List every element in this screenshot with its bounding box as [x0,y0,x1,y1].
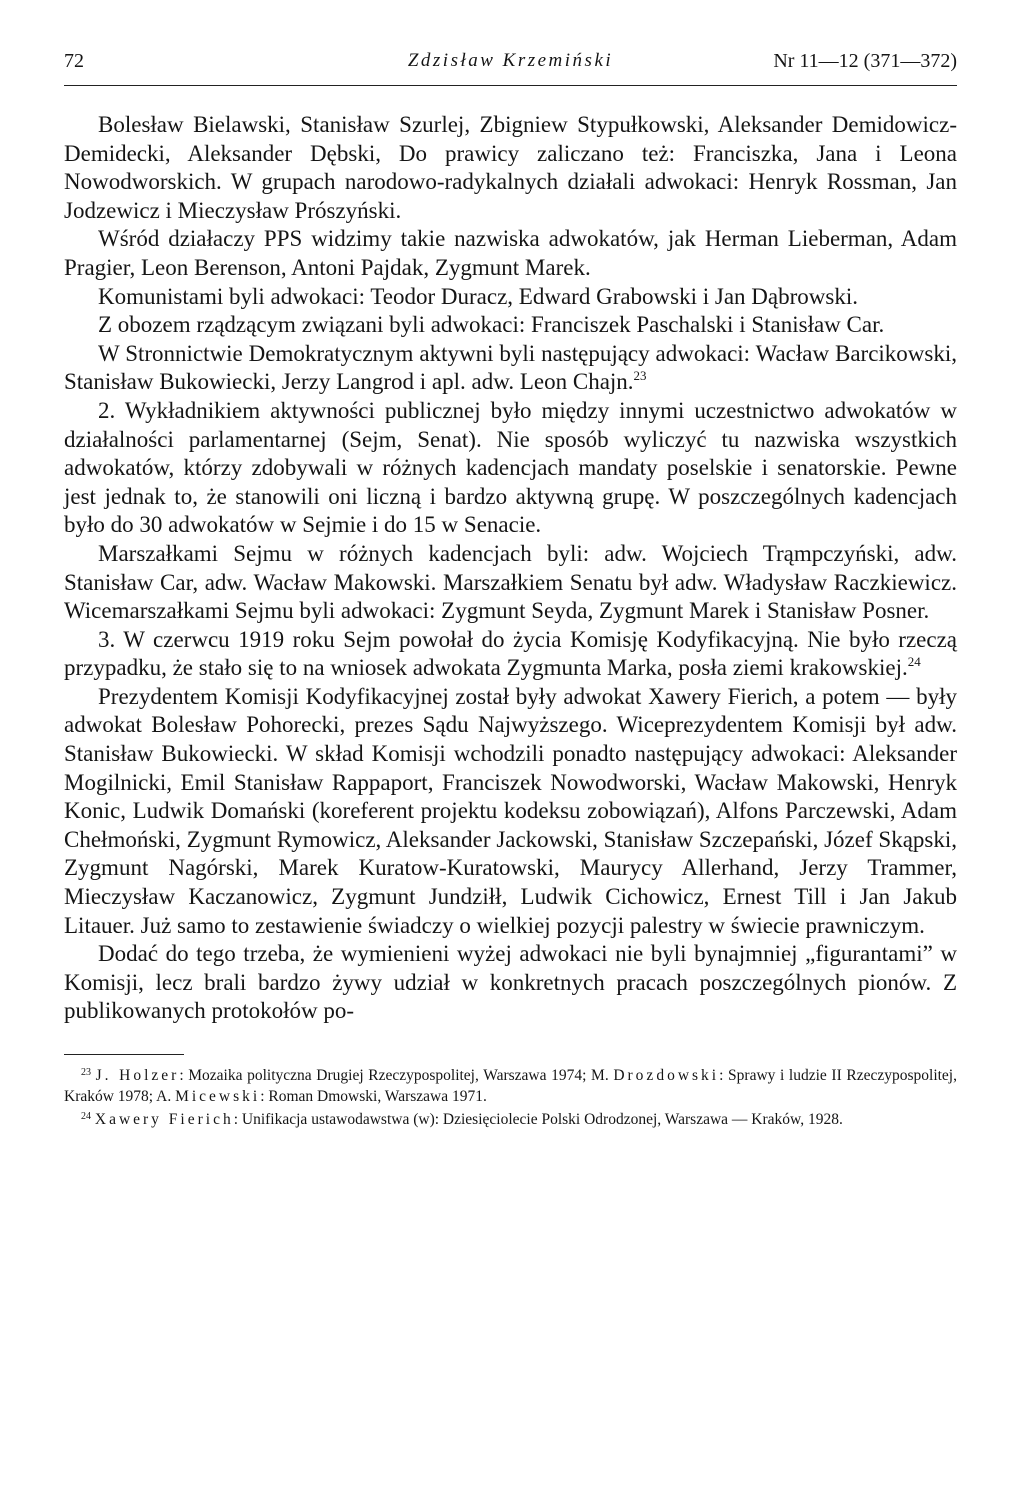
footnote-divider [64,1054,184,1055]
paragraph-text: Wśród działaczy PPS widzimy takie nazwiska adwokatów, jak Herman Lieberman, Adam Pragier, Leon Berenson, Antoni Pajdak, Zygmunt Marek. [64,226,957,280]
footnote-reference[interactable]: 23 [633,368,647,384]
paragraph [64,225,957,282]
footnote-text: : Sprawy i ludzie II Rzeczypospolitej, Kraków 1978; A. [64,1067,957,1105]
footnote [64,1109,957,1130]
paragraph-text: Komunistami byli adwokaci: Teodor Duracz, Edward Grabowski i Jan Dąbrowski. [98,283,858,309]
document-page [64,50,957,1132]
footnotes [64,1065,957,1130]
footnote-author: Xawery Fierich [94,1111,234,1128]
issue-number: Nr 11—12 (371—372) [773,50,957,72]
footnote-author: Drozdowski [613,1067,720,1084]
paragraph [64,283,957,312]
page-header [64,50,957,80]
paragraph-text: 2. Wykładnikiem aktywności publicznej było między innymi uczestnictwo adwokatów w działalności parlamentarnej (Sejm, Senat). Nie sposób wyliczyć tu nazwiska wszystkich adwokatów, którzy zdobywali w różnych kadencjach mandaty poselskie i senatorskie. Pewne jest jednak to, że stanowili oni liczną i bardzo aktywną grupę. W poszczególnych kadencjach było do 30 adwokatów w Sejmie i do 15 w Senacie. [64,397,957,538]
footnote-number: 23 [81,1067,91,1078]
paragraph-text: 3. W czerwcu 1919 roku Sejm powołał do życia Komisję Kodyfikacyjną. Nie było rzeczą przypadku, że stało się to na wniosek adwokata Zygmunta Marka, posła ziemi krakowskiej. [64,626,957,681]
paragraph [64,683,957,940]
footnote-author: Micewski [175,1088,261,1105]
footnote-reference[interactable]: 24 [907,654,921,670]
footnote-text: : Unifikacja ustawodawstwa (w): Dziesięciolecie Polski Odrodzonej, Warszawa — Kraków, 1928. [233,1111,843,1128]
running-title: Zdzisław Krzemiński [407,50,614,71]
paragraph [64,397,957,540]
paragraph [64,940,957,1026]
paragraph [64,340,957,397]
paragraph-text: W Stronnictwie Demokratycznym aktywni byli następujący adwokaci: Wacław Barcikowski, Stanisław Bukowiecki, Jerzy Langrod i apl. adw. Leon Chajn. [64,340,957,395]
paragraph-text: Prezydentem Komisji Kodyfikacyjnej został były adwokat Xawery Fierich, a potem — były adwokat Bolesław Pohorecki, prezes Sądu Najwyższego. Wiceprezydentem Komisji był adw. Stanisław Bukowiecki. W skład Komisji wchodzili ponadto następujący adwokaci: Aleksander Mogilnicki, Emil Stanisław Rappaport, Franciszek Nowodworski, Wacław Makowski, Henryk Konic, Ludwik Domański (koreferent projektu kodeksu zobowiązań), Alfons Parczewski, Adam Chełmoński, Zygmunt Rymowicz, Aleksander Jackowski, Stanisław Szczepański, Józef Skąpski, Zygmunt Nagórski, Marek Kuratow-Kuratowski, Maurycy Allerhand, Jerzy Trammer, Mieczysław Kaczanowicz, Zygmunt Jundziłł, Ludwik Cichowicz, Ernest Till i Jan Jakub Litauer. Już samo to zestawienie świadczy o wielkiej pozycji palestry w świecie prawniczym. [64,683,957,938]
paragraph-text: Marszałkami Sejmu w różnych kadencjach byli: adw. Wojciech Trąmpczyński, adw. Stanisław Car, adw. Wacław Makowski. Marszałkiem Senatu był adw. Władysław Raczkiewicz. Wicemarszałkami Sejmu byli adwokaci: Zygmunt Seyda, Zygmunt Marek i Stanisław Posner. [64,540,957,624]
footnote-number: 24 [81,1111,91,1122]
paragraph-text: Bolesław Bielawski, Stanisław Szurlej, Zbigniew Stypułkowski, Aleksander Demidowicz-Demidecki, Aleksander Dębski, Do prawicy zaliczano też: Franciszka, Jana i Leona Nowodworskich. W grupach narodowo-radykalnych działali adwokaci: Henryk Rossman, Jan Jodzewicz i Mieczysław Prószyński. [64,112,957,223]
paragraph-text: Dodać do tego trzeba, że wymienieni wyżej adwokaci nie byli bynajmniej „figurantami” w Komisji, lecz brali bardzo żywy udział w konkretnych pracach poszczególnych pionów. Z publikowanych protokołów po- [64,941,957,1024]
paragraph [64,111,957,225]
paragraph [64,540,957,626]
footnote-text: : Roman Dmowski, Warszawa 1971. [260,1088,487,1105]
article-body [64,111,957,1026]
paragraph-text: Z obozem rządzącym związani byli adwokaci: Franciszek Paschalski i Stanisław Car. [98,312,885,338]
header-divider [64,85,957,86]
footnote-author: J. Holzer [95,1067,180,1084]
paragraph [64,626,957,683]
footnote-text: : Mozaika polityczna Drugiej Rzeczypospolitej, Warszawa 1974; M. [179,1067,614,1084]
footnote [64,1065,957,1107]
page-number: 72 [64,50,84,72]
paragraph [64,311,957,340]
